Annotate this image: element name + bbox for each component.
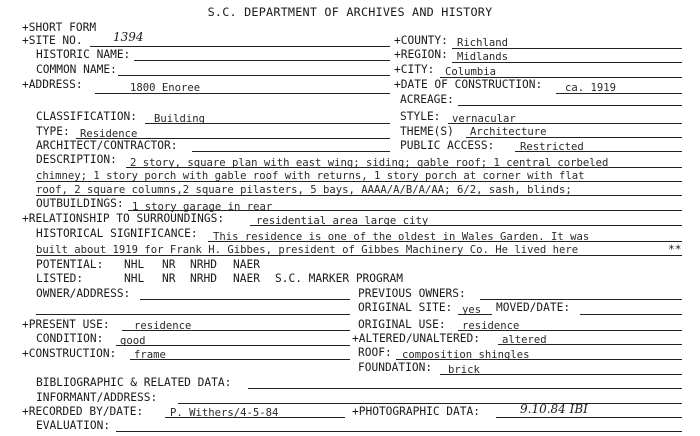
potential-nrhd: NRHD (190, 258, 217, 271)
address-rule (95, 93, 390, 94)
moved-date-rule (580, 314, 682, 315)
page-title: S.C. DEPARTMENT OF ARCHIVES AND HISTORY (207, 5, 493, 19)
theme-label: THEME(S) (400, 125, 454, 138)
description-rule-1 (126, 167, 682, 168)
construction-label: +CONSTRUCTION: (22, 347, 117, 360)
altered-rule (498, 344, 682, 345)
theme-rule (466, 137, 682, 138)
description-line-2: chimney; 1 story porch with gable roof with returns, 1 story porch at corner with flat (36, 170, 585, 182)
recorded-by-value: P. Withers/4-5-84 (170, 407, 279, 419)
public-access-value: Restricted (520, 141, 584, 153)
present-use-rule (122, 330, 350, 331)
architect-label: ARCHITECT/CONTRACTOR: (36, 139, 178, 152)
architect-rule (192, 151, 390, 152)
region-rule (452, 62, 682, 63)
roof-rule (396, 359, 682, 360)
altered-label: +ALTERED/UNALTERED: (352, 332, 480, 345)
style-rule (448, 123, 682, 124)
foundation-label: FOUNDATION: (358, 361, 433, 374)
type-label: TYPE: (36, 125, 70, 138)
relationship-rule (250, 225, 682, 226)
description-line-3: roof, 2 square columns,2 square pilasters, 5 bays, AAAA/A/B/A/AA; 6/2, sash, blinds; (36, 184, 572, 196)
listed-nr: NR (162, 272, 176, 285)
type-value: Residence (80, 128, 138, 140)
evaluation-rule (116, 431, 682, 432)
original-use-value: residence (462, 320, 520, 332)
description-label: DESCRIPTION: (36, 153, 117, 166)
potential-nhl: NHL (124, 258, 145, 271)
style-value: vernacular (452, 113, 516, 125)
acreage-rule (458, 105, 682, 106)
outbuildings-value: 1 story garage in rear (132, 201, 273, 213)
site-no-rule (90, 46, 390, 47)
moved-date-label: MOVED/DATE: (496, 301, 571, 314)
significance-rule-2 (36, 255, 682, 256)
owner-address-rule (140, 299, 350, 300)
date-of-construction-label: +DATE OF CONSTRUCTION: (394, 78, 543, 91)
recorded-by-rule (165, 417, 345, 418)
short-form-label: +SHORT FORM (22, 21, 97, 34)
outbuildings-rule (128, 210, 682, 211)
date-of-construction-rule (556, 93, 682, 94)
present-use-label: +PRESENT USE: (22, 318, 110, 331)
acreage-label: ACREAGE: (400, 93, 454, 106)
roof-label: ROOF: (358, 346, 392, 359)
outbuildings-label: OUTBUILDINGS: (36, 197, 124, 210)
listed-naer: NAER (233, 272, 260, 285)
marker-program-label: S.C. MARKER PROGRAM (275, 272, 403, 285)
informant-rule (178, 403, 682, 404)
original-site-label: ORIGINAL SITE: (358, 301, 453, 314)
owner-address-label: OWNER/ADDRESS: (36, 287, 131, 300)
public-access-label: PUBLIC ACCESS: (400, 139, 495, 152)
significance-line-1: This residence is one of the oldest in Wales Garden. It was (213, 231, 590, 243)
description-rule-2 (36, 181, 682, 182)
site-no-value: 1394 (113, 30, 144, 44)
construction-value: frame (134, 349, 166, 361)
altered-value: altered (502, 334, 547, 346)
address-label: +ADDRESS: (22, 78, 83, 91)
significance-label: HISTORICAL SIGNIFICANCE: (36, 227, 198, 240)
city-label: +CITY: (394, 63, 435, 76)
historic-name-label: HISTORIC NAME: (36, 48, 131, 61)
bibliographic-rule (248, 388, 682, 389)
original-use-label: ORIGINAL USE: (358, 318, 446, 331)
listed-nhl: NHL (124, 272, 145, 285)
city-value: Columbia (445, 66, 497, 78)
county-rule (452, 48, 682, 49)
common-name-label: COMMON NAME: (36, 63, 117, 76)
public-access-rule (515, 151, 682, 152)
style-label: STYLE: (400, 110, 441, 123)
original-site-rule (458, 314, 492, 315)
potential-nr: NR (162, 258, 176, 271)
relationship-label: +RELATIONSHIP TO SURROUNDINGS: (22, 212, 225, 225)
previous-owners-label: PREVIOUS OWNERS: (358, 287, 466, 300)
address-value: 1800 Enoree (130, 82, 201, 94)
historic-name-rule (134, 60, 390, 61)
potential-label: POTENTIAL: (36, 258, 104, 271)
classification-label: CLASSIFICATION: (36, 110, 138, 123)
evaluation-label: EVALUATION: (36, 419, 111, 432)
photographic-data-rule (496, 417, 682, 418)
classification-rule (145, 123, 390, 124)
common-name-rule (118, 75, 390, 76)
photographic-data-value: 9.10.84 IBI (520, 402, 588, 416)
construction-rule (130, 359, 350, 360)
description-rule-3 (36, 195, 682, 196)
recorded-by-label: +RECORDED BY/DATE: (22, 405, 144, 418)
county-label: +COUNTY: (394, 34, 448, 47)
theme-value: Architecture (470, 126, 547, 138)
roof-value: composition shingles (402, 349, 530, 361)
site-no-label: +SITE NO. (22, 34, 83, 47)
previous-owners-rule (480, 299, 682, 300)
listed-label: LISTED: (36, 272, 84, 285)
original-use-rule (458, 330, 682, 331)
region-value: Midlands (457, 51, 509, 63)
relationship-value: residential area large city (256, 215, 429, 227)
photographic-data-label: +PHOTOGRAPHIC DATA: (352, 405, 480, 418)
foundation-value: brick (448, 364, 480, 376)
classification-value: Building (154, 113, 206, 125)
owner-address-rule-2 (36, 314, 350, 315)
region-label: +REGION: (394, 48, 448, 61)
date-of-construction-value: ca. 1919 (565, 82, 617, 94)
present-use-value: residence (134, 320, 192, 332)
condition-label: CONDITION: (36, 332, 104, 345)
original-site-value: yes (462, 304, 482, 316)
foundation-rule (440, 374, 682, 375)
condition-rule (116, 345, 350, 346)
listed-nrhd: NRHD (190, 272, 217, 285)
significance-mark: ** (668, 243, 682, 256)
informant-label: INFORMANT/ADDRESS: (36, 391, 158, 404)
potential-naer: NAER (233, 258, 260, 271)
description-line-1: 2 story, square plan with east wing; siding; gable roof; 1 central corbeled (130, 157, 609, 169)
county-value: Richland (457, 37, 509, 49)
condition-value: good (120, 335, 146, 347)
bibliographic-label: BIBLIOGRAPHIC & RELATED DATA: (36, 376, 232, 389)
significance-line-2: built about 1919 for Frank H. Gibbes, president of Gibbes Machinery Co. He lived here (36, 244, 579, 256)
significance-rule-1 (208, 241, 682, 242)
